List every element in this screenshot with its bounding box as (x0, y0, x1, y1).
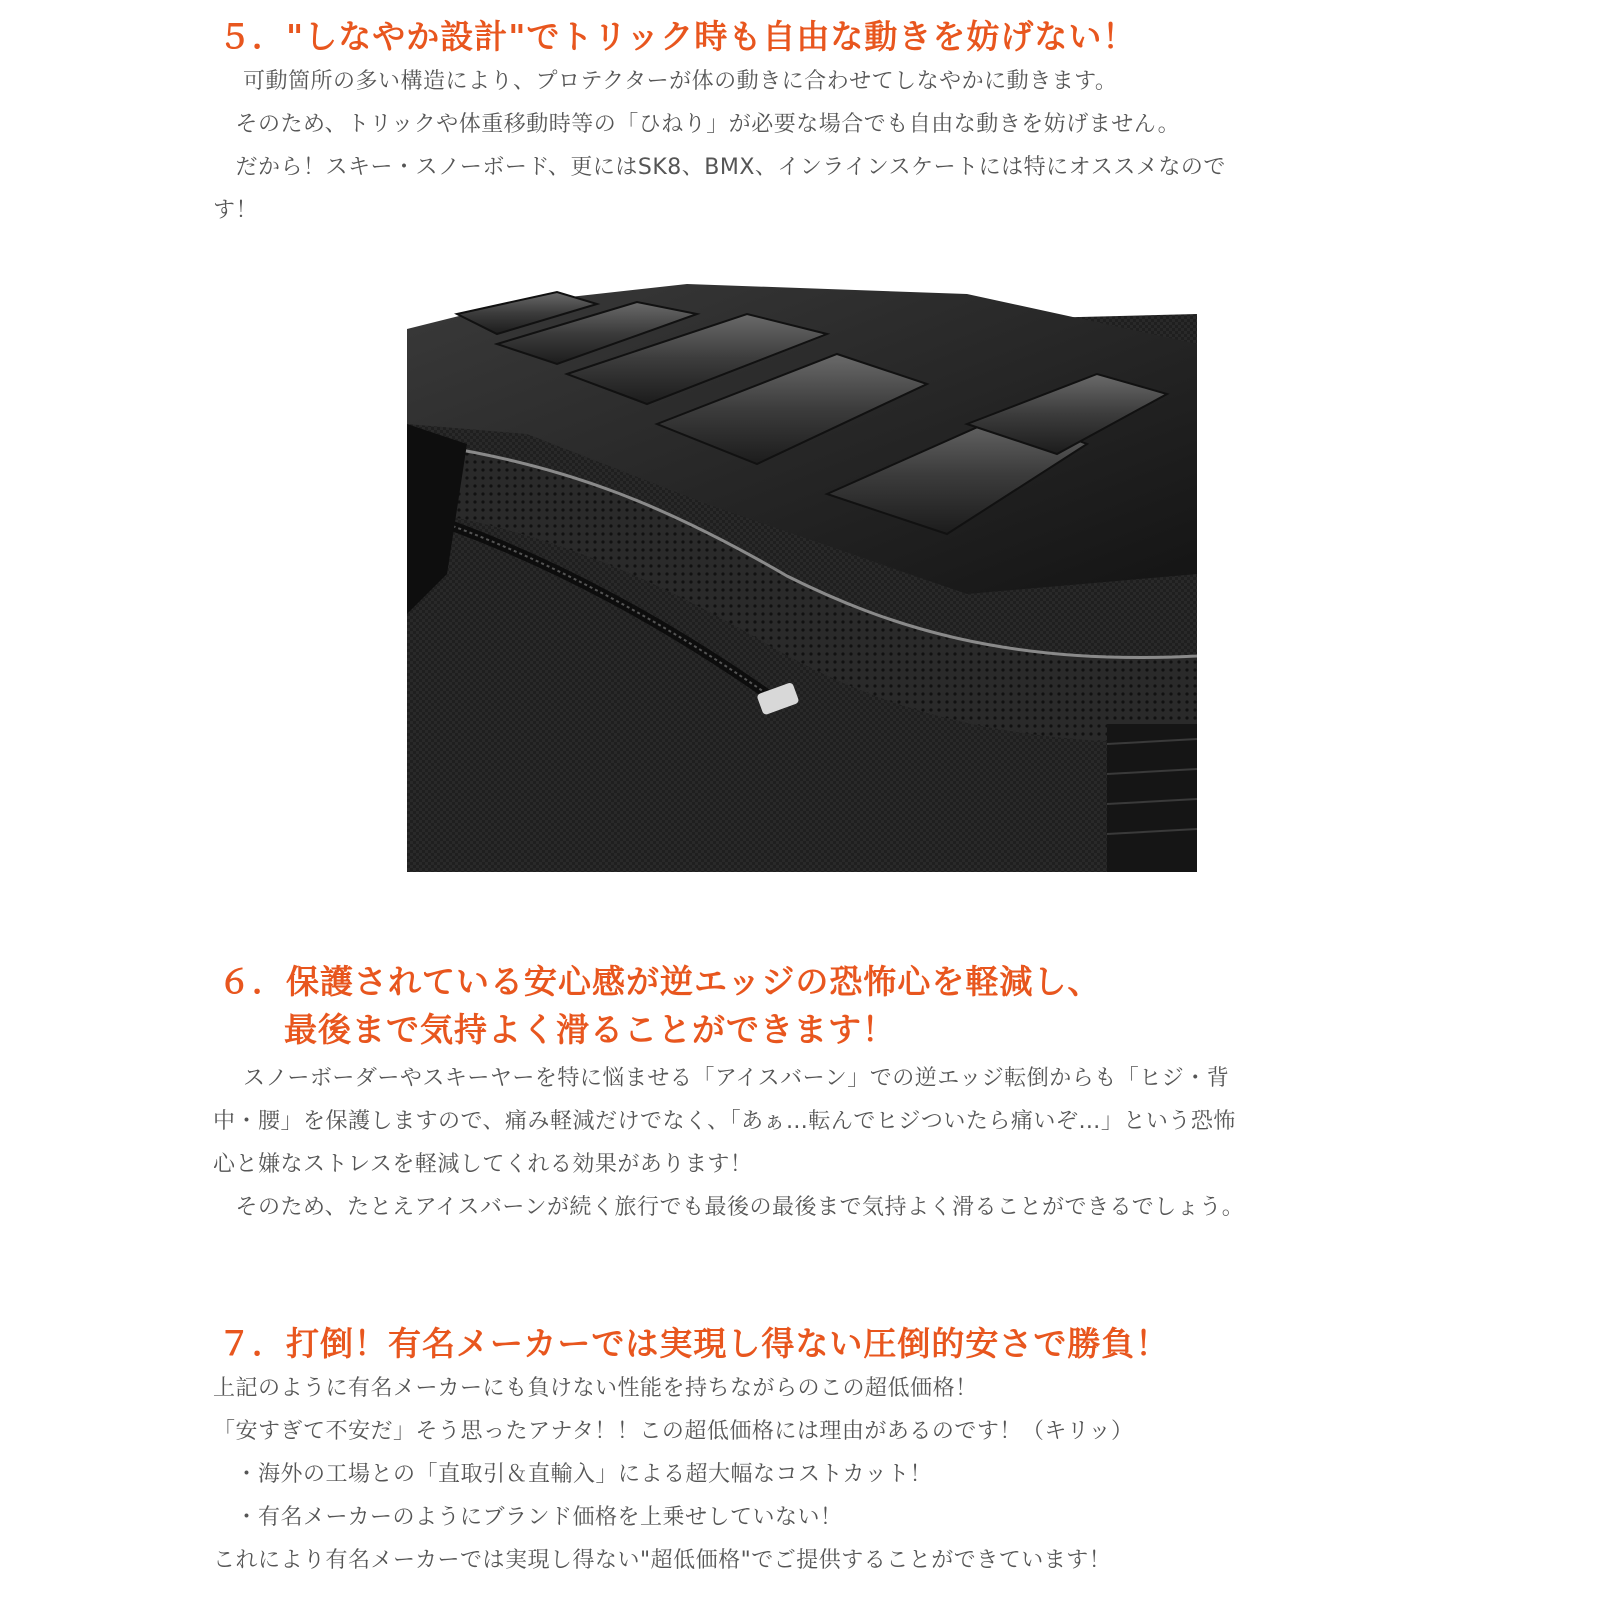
section5-line-1: 可動箇所の多い構造により、プロテクターが体の動きに合わせてしなやかに動きます。 (213, 69, 1118, 94)
protector-photo-illustration (407, 274, 1197, 872)
section6-heading-line1: ６．保護されている安心感が逆エッジの恐怖心を軽減し、 (218, 962, 1102, 1001)
section7-line-2: 「安すぎて不安だ」そう思ったアナタ！！この超低価格には理由があるのです！（キリッ） (213, 1419, 1134, 1444)
section5-line-4: す！ (213, 198, 259, 223)
section6-line-4: そのため、たとえアイスバーンが続く旅行でも最後の最後まで気持よく滑ることができるでしょう。 (213, 1195, 1245, 1220)
section7-line-4: ・有名メーカーのようにブランド価格を上乗せしていない！ (213, 1505, 843, 1530)
section5-line-3: だから！スキー・スノーボード、更にはSK8、BMX、インラインスケートには特にオススメなので (213, 155, 1226, 180)
section5-heading: ５．"しなやか設計"でトリック時も自由な動きを妨げない！ (218, 17, 1137, 56)
protector-photo (407, 274, 1197, 872)
section7-line-3: ・海外の工場との「直取引＆直輸入」による超大幅なコストカット！ (213, 1462, 933, 1487)
section6-heading-line2-wrap (218, 1005, 896, 1055)
section7-heading: ７．打倒！有名メーカーでは実現し得ない圧倒的安さで勝負！ (218, 1324, 1170, 1363)
section6-line-3: 心と嫌なストレスを軽減してくれる効果があります！ (213, 1152, 753, 1177)
section7-line-1: 上記のように有名メーカーにも負けない性能を持ちながらのこの超低価格！ (213, 1376, 978, 1401)
section5-body (213, 60, 1403, 232)
section7-line-5: これにより有名メーカーでは実現し得ない"超低価格"でご提供することができています！ (213, 1548, 1112, 1573)
section6-line-1: スノーボーダーやスキーヤーを特に悩ませる「アイスバーン」での逆エッジ転倒からも「ヒジ・背 (213, 1066, 1230, 1091)
section6-body (213, 1057, 1403, 1229)
section6-line-2: 中・腰」を保護しますので、痛み軽減だけでなく、「あぁ…転んでヒジついたら痛いぞ…」という恐怖 (213, 1109, 1236, 1134)
section5-line-2: そのため、トリックや体重移動時等の「ひねり」が必要な場合でも自由な動きを妨げません。 (213, 112, 1181, 137)
section6-heading-line2: 最後まで気持よく滑ることができます！ (284, 1010, 896, 1049)
section7-body (213, 1367, 1403, 1582)
